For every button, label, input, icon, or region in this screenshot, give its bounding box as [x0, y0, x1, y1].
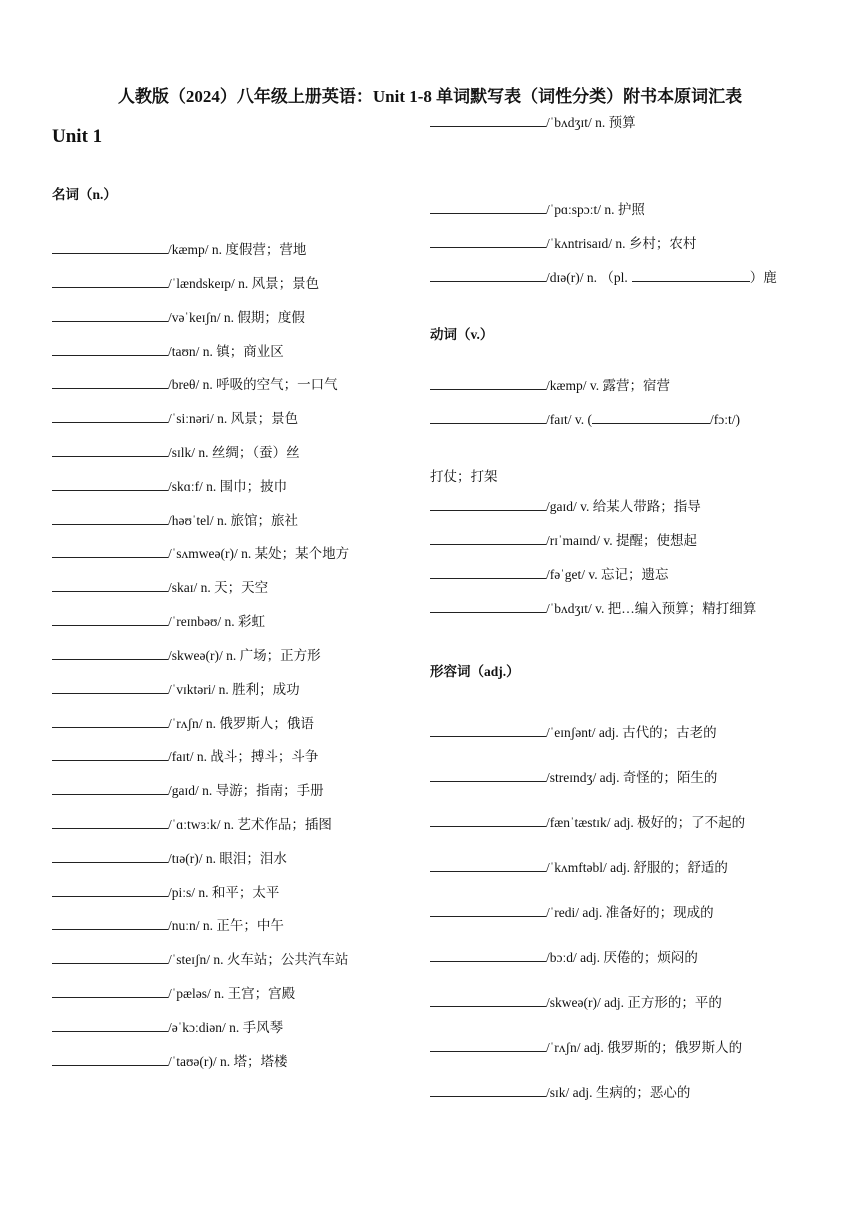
- answer-blank[interactable]: [430, 994, 546, 1007]
- answer-blank[interactable]: [430, 498, 546, 511]
- answer-blank[interactable]: [430, 769, 546, 782]
- answer-blank[interactable]: [52, 444, 168, 457]
- answer-blank[interactable]: [52, 275, 168, 288]
- word-entry: /ˈpɑːspɔːt/ n. 护照: [430, 201, 645, 218]
- word-entry: /vəˈkeɪʃn/ n. 假期；度假: [52, 309, 305, 326]
- answer-blank[interactable]: [52, 410, 168, 423]
- unit-heading: Unit 1: [52, 126, 103, 147]
- word-entry: /skɑːf/ n. 围巾；披巾: [52, 478, 287, 495]
- word-entry: /fəˈget/ v. 忘记；遗忘: [430, 566, 668, 583]
- answer-blank[interactable]: [52, 376, 168, 389]
- answer-blank[interactable]: [430, 814, 546, 827]
- word-entry: /ˈpæləs/ n. 王宫；宫殿: [52, 985, 295, 1002]
- word-entry: /gaɪd/ n. 导游；指南；手册: [52, 782, 324, 799]
- answer-blank[interactable]: [52, 884, 168, 897]
- word-entry: /faɪt/ n. 战斗；搏斗；斗争: [52, 748, 318, 765]
- answer-blank[interactable]: [430, 269, 546, 282]
- past-tense-blank[interactable]: [592, 411, 710, 424]
- word-entry: /skweə(r)/ n. 广场；正方形: [52, 647, 321, 664]
- answer-blank[interactable]: [52, 478, 168, 491]
- word-entry: /ˈreɪnbəʊ/ n. 彩虹: [52, 613, 265, 630]
- word-entry: /həʊˈtel/ n. 旅馆；旅社: [52, 512, 298, 529]
- answer-blank[interactable]: [52, 613, 168, 626]
- word-entry: /ˈsiːnəri/ n. 风景；景色: [52, 410, 298, 427]
- answer-blank[interactable]: [430, 532, 546, 545]
- word-entry: /ˈsʌmweə(r)/ n. 某处；某个地方: [52, 545, 349, 562]
- word-entry: /ˈbʌdʒɪt/ v. 把…编入预算；精打细算: [430, 600, 756, 617]
- word-entry: /bɔːd/ adj. 厌倦的；烦闷的: [430, 949, 698, 966]
- answer-blank[interactable]: [430, 1039, 546, 1052]
- document-title: 人教版（2024）八年级上册英语：Unit 1-8 单词默写表（词性分类）附书本原词汇表: [117, 87, 743, 106]
- answer-blank[interactable]: [52, 309, 168, 322]
- word-entry: /əˈkɔːdiən/ n. 手风琴: [52, 1019, 283, 1036]
- word-entry: /ˈrʌʃn/ n. 俄罗斯人；俄语: [52, 715, 314, 732]
- answer-blank[interactable]: [430, 411, 546, 424]
- word-entry: /ˈredi/ adj. 准备好的；现成的: [430, 904, 714, 921]
- answer-blank[interactable]: [430, 949, 546, 962]
- answer-blank[interactable]: [430, 859, 546, 872]
- verbs-heading: 动词（v.）: [430, 327, 494, 342]
- word-entry: /ˈkʌntrisaɪd/ n. 乡村；农村: [430, 235, 696, 252]
- answer-blank[interactable]: [430, 201, 546, 214]
- fight-meaning: 打仗；打架: [430, 469, 498, 484]
- word-entry: /sɪlk/ n. 丝绸；（蚕）丝: [52, 444, 300, 461]
- answer-blank[interactable]: [430, 235, 546, 248]
- answer-blank[interactable]: [52, 816, 168, 829]
- word-entry: /piːs/ n. 和平；太平: [52, 884, 279, 901]
- word-entry: /taʊn/ n. 镇；商业区: [52, 343, 284, 360]
- word-entry: /nuːn/ n. 正午；中午: [52, 917, 284, 934]
- word-entry: /faɪt/ v. ( /fɔːt/): [430, 411, 740, 428]
- word-entry: /ˈlændskeɪp/ n. 风景；景色: [52, 275, 319, 292]
- word-entry: /fænˈtæstɪk/ adj. 极好的；了不起的: [430, 814, 745, 831]
- answer-blank[interactable]: [430, 114, 546, 127]
- word-entry: /tɪə(r)/ n. 眼泪；泪水: [52, 850, 287, 867]
- word-entry: /kæmp/ n. 度假营；营地: [52, 241, 306, 258]
- answer-blank[interactable]: [52, 343, 168, 356]
- nouns-heading: 名词（n.）: [52, 187, 117, 202]
- answer-blank[interactable]: [52, 715, 168, 728]
- word-entry: /ˈbʌdʒɪt/ n. 预算: [430, 114, 636, 131]
- word-entry: /streɪndʒ/ adj. 奇怪的；陌生的: [430, 769, 717, 786]
- answer-blank[interactable]: [52, 545, 168, 558]
- answer-blank[interactable]: [52, 1053, 168, 1066]
- answer-blank[interactable]: [430, 904, 546, 917]
- word-entry: /gaɪd/ v. 给某人带路；指导: [430, 498, 701, 515]
- answer-blank[interactable]: [52, 1019, 168, 1032]
- word-entry: /ˈkʌmftəbl/ adj. 舒服的；舒适的: [430, 859, 728, 876]
- answer-blank[interactable]: [52, 850, 168, 863]
- answer-blank[interactable]: [430, 1084, 546, 1097]
- word-entry: /skaɪ/ n. 天；天空: [52, 579, 268, 596]
- word-entry: /sɪk/ adj. 生病的；恶心的: [430, 1084, 690, 1101]
- word-entry: /skweə(r)/ adj. 正方形的；平的: [430, 994, 722, 1011]
- answer-blank[interactable]: [52, 748, 168, 761]
- answer-blank[interactable]: [52, 951, 168, 964]
- answer-blank[interactable]: [52, 917, 168, 930]
- adjectives-heading: 形容词（adj.）: [430, 664, 520, 679]
- word-entry: /ˈrʌʃn/ adj. 俄罗斯的；俄罗斯人的: [430, 1039, 742, 1056]
- plural-blank[interactable]: [632, 269, 750, 282]
- answer-blank[interactable]: [52, 512, 168, 525]
- answer-blank[interactable]: [52, 241, 168, 254]
- word-entry: /ˈsteɪʃn/ n. 火车站；公共汽车站: [52, 951, 348, 968]
- word-entry: /breθ/ n. 呼吸的空气；一口气: [52, 376, 338, 393]
- word-entry: /ˈɑːtwɜːk/ n. 艺术作品；插图: [52, 816, 332, 833]
- answer-blank[interactable]: [430, 600, 546, 613]
- answer-blank[interactable]: [430, 566, 546, 579]
- word-entry: /ˈtaʊə(r)/ n. 塔；塔楼: [52, 1053, 288, 1070]
- answer-blank[interactable]: [52, 647, 168, 660]
- answer-blank[interactable]: [52, 579, 168, 592]
- word-entry: /rɪˈmaɪnd/ v. 提醒；使想起: [430, 532, 697, 549]
- answer-blank[interactable]: [430, 377, 546, 390]
- answer-blank[interactable]: [52, 985, 168, 998]
- word-entry: /kæmp/ v. 露营；宿营: [430, 377, 670, 394]
- word-entry: /ˈeɪnʃənt/ adj. 古代的；古老的: [430, 724, 717, 741]
- answer-blank[interactable]: [52, 782, 168, 795]
- answer-blank[interactable]: [52, 681, 168, 694]
- answer-blank[interactable]: [430, 724, 546, 737]
- word-entry: /dɪə(r)/ n. （pl. ）鹿: [430, 269, 777, 286]
- word-entry: /ˈvɪktəri/ n. 胜利；成功: [52, 681, 300, 698]
